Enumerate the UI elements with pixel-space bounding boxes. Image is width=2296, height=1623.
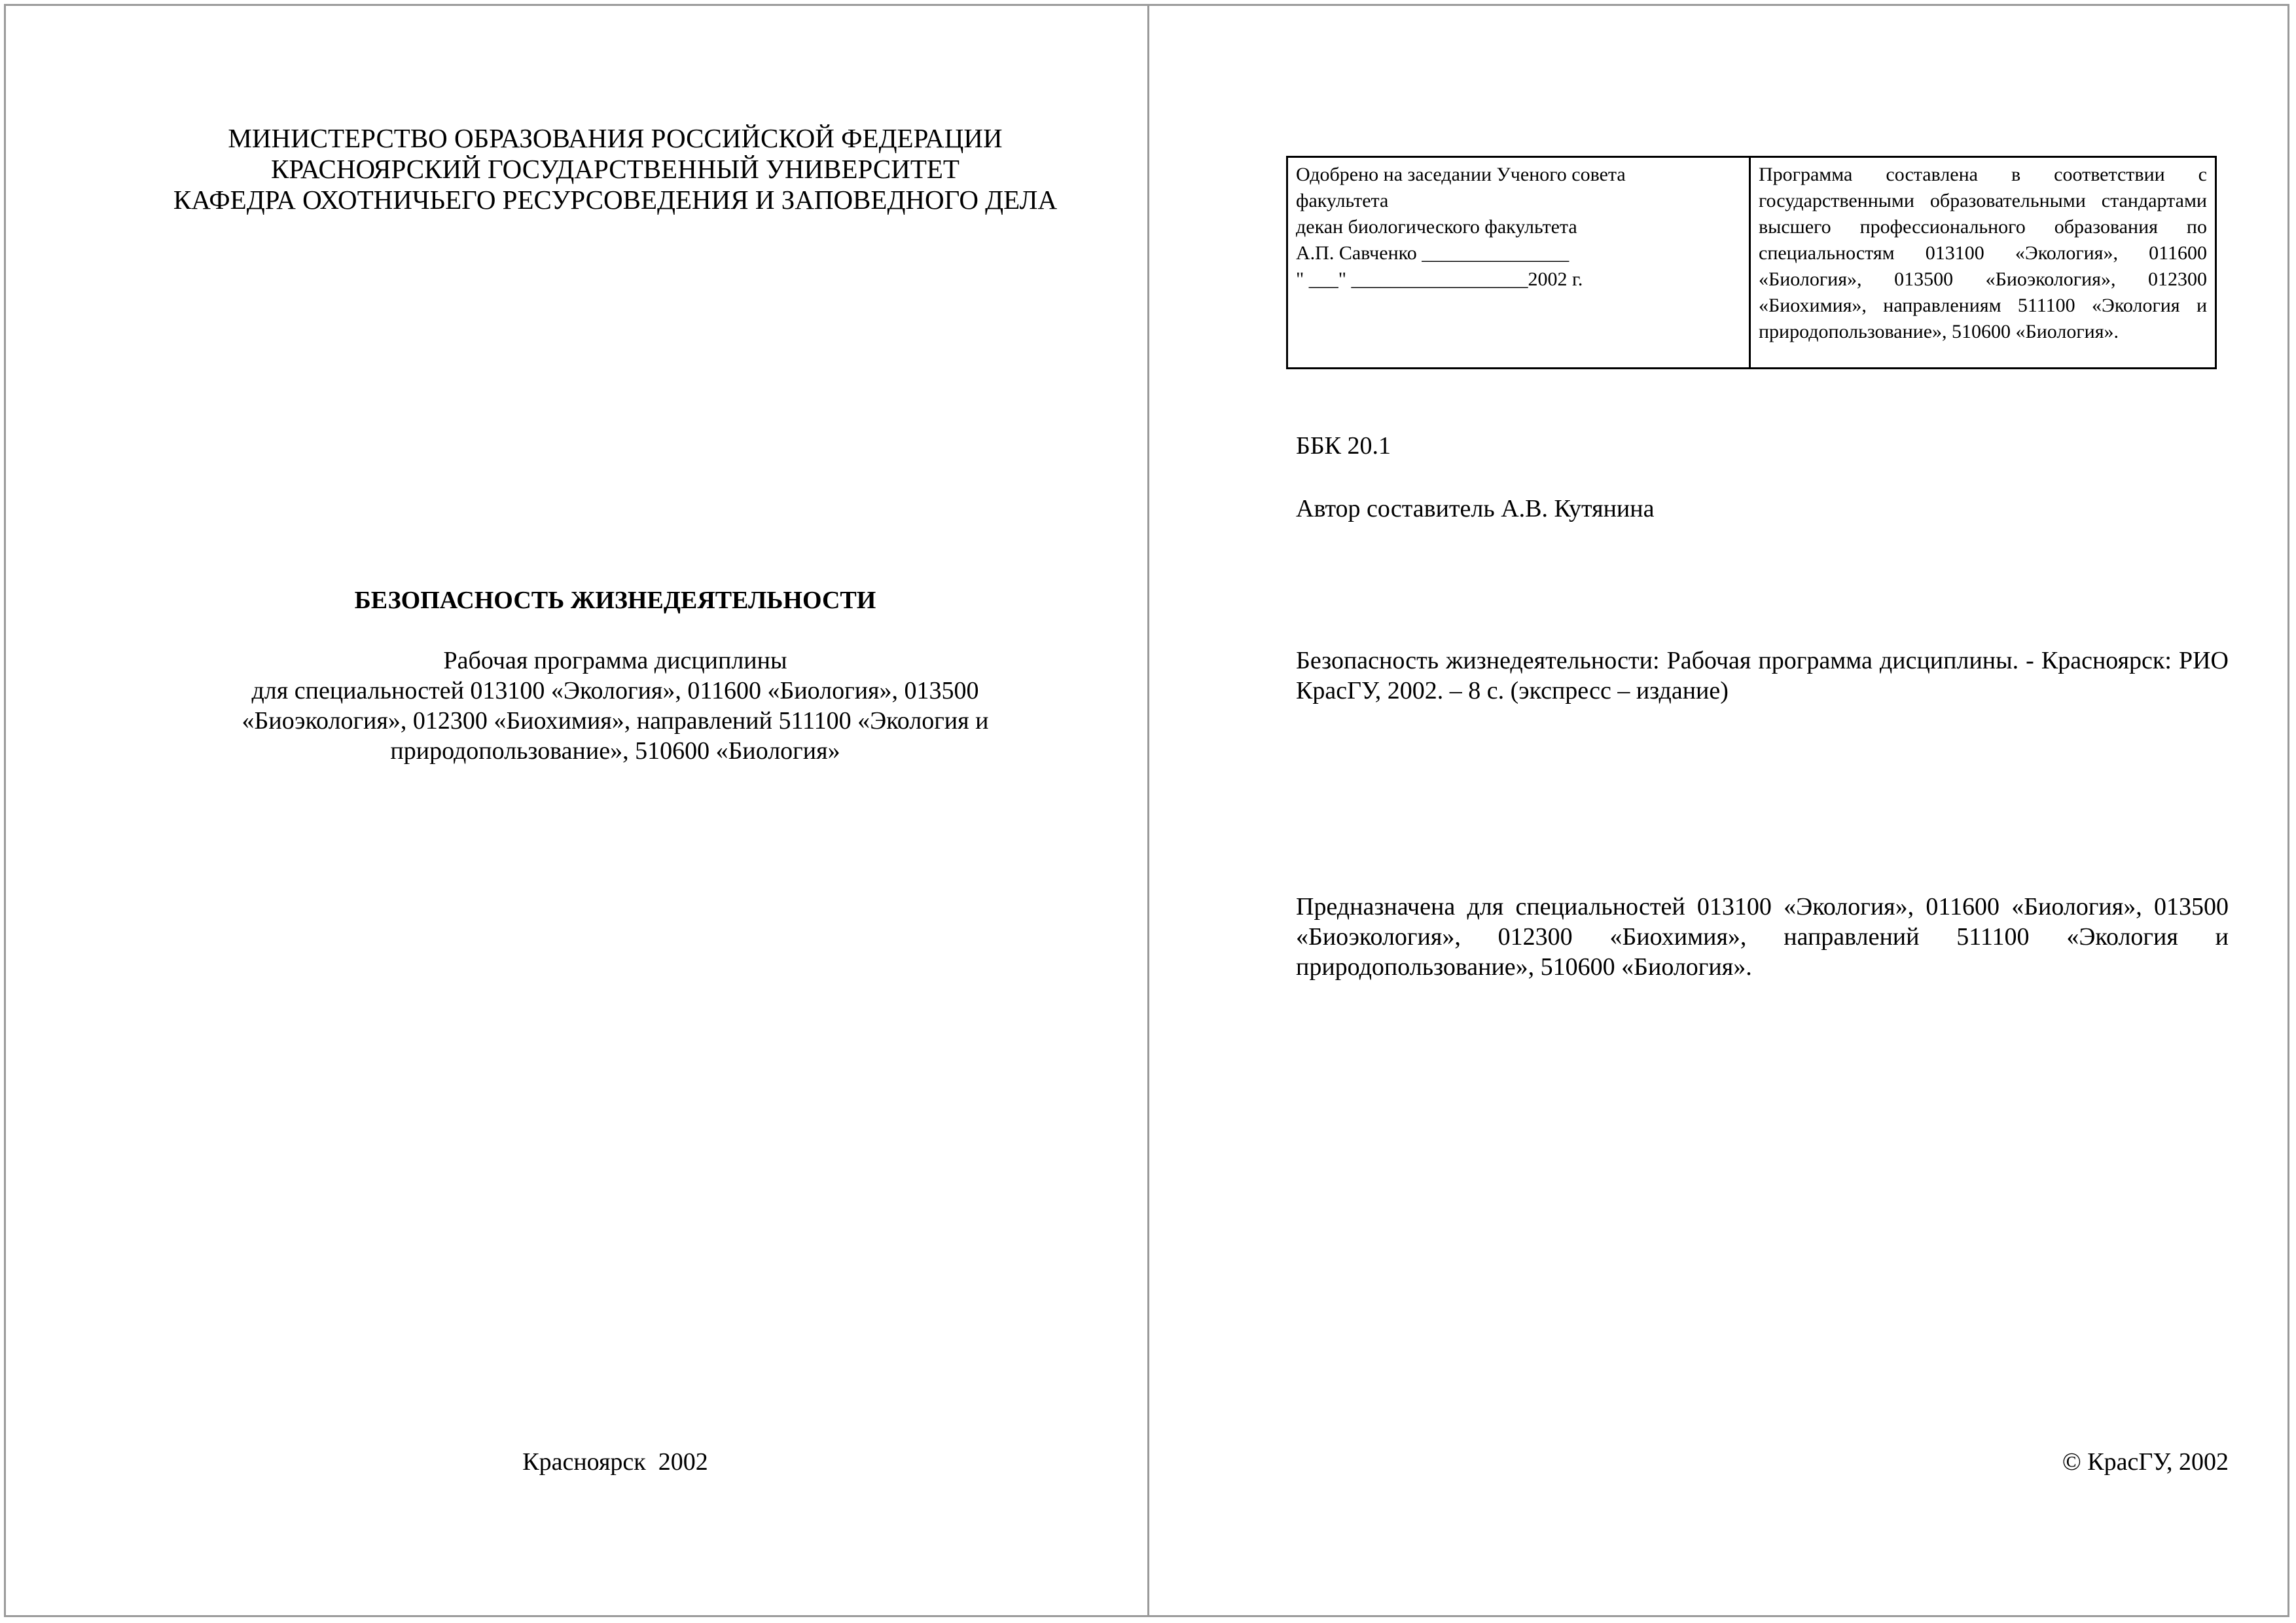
header-line-ministry: МИНИСТЕРСТВО ОБРАЗОВАНИЯ РОССИЙСКОЙ ФЕДЕРАЦИИ bbox=[228, 123, 1003, 153]
header-line-department: КАФЕДРА ОХОТНИЧЬЕГО РЕСУРСОВЕДЕНИЯ И ЗАПОВЕДНОГО ДЕЛА bbox=[173, 185, 1058, 215]
approval-table bbox=[1286, 156, 2217, 369]
standards-cell: Программа составлена в соответствии с государственными образовательными стандартами высшего профессионального образования по специальностям 013100 «Экология», 011600 «Биология», 013500 «Биоэкология», 012300 «Биохимия», направлениям 511100 «Экология и природопользование», 510600 «Биология». bbox=[1759, 164, 2207, 342]
bibliographic-citation: Безопасность жизнедеятельности: Рабочая программа дисциплины. - Красноярск: РИО КрасГУ, 2002. – 8 с. (экспресс – издание) bbox=[1296, 647, 2229, 704]
approval-line: декан биологического факультета bbox=[1296, 216, 1577, 238]
approval-line: факультета bbox=[1296, 190, 1389, 211]
discipline-title: БЕЗОПАСНОСТЬ ЖИЗНЕДЕЯТЕЛЬНОСТИ bbox=[354, 587, 876, 614]
header-line-university: КРАСНОЯРСКИЙ ГОСУДАРСТВЕННЫЙ УНИВЕРСИТЕТ bbox=[271, 154, 960, 184]
approval-cell bbox=[1288, 158, 1751, 367]
approval-line: Одобрено на заседании Ученого совета bbox=[1296, 164, 1626, 185]
approval-line: А.П. Савченко _______________ bbox=[1296, 242, 1570, 264]
intended-audience: Предназначена для специальностей 013100 «Экология», 011600 «Биология», 013500 «Биоэкология», 012300 «Биохимия», направлений 511100 «Экология и природопользование», 510600 «Биология». bbox=[1296, 893, 2229, 981]
city-year: Красноярск 2002 bbox=[522, 1448, 708, 1476]
bbk-code: ББК 20.1 bbox=[1296, 432, 1391, 460]
copyright-notice: © КрасГУ, 2002 bbox=[2062, 1448, 2229, 1476]
page-divider bbox=[1147, 4, 1149, 1617]
ministry-header bbox=[131, 123, 1100, 215]
author-line: Автор составитель А.В. Кутянина bbox=[1296, 495, 1655, 522]
subtitle-specialties: для специальностей 013100 «Экология», 011600 «Биология», 013500 «Биоэкология», 012300 «Биохимия», направлений 511100 «Экология и природопользование», 510600 «Биология» bbox=[242, 677, 989, 765]
program-subtitle bbox=[190, 646, 1041, 766]
subtitle-program-type: Рабочая программа дисциплины bbox=[443, 647, 787, 674]
approval-line: " ___" __________________2002 г. bbox=[1296, 268, 1583, 290]
